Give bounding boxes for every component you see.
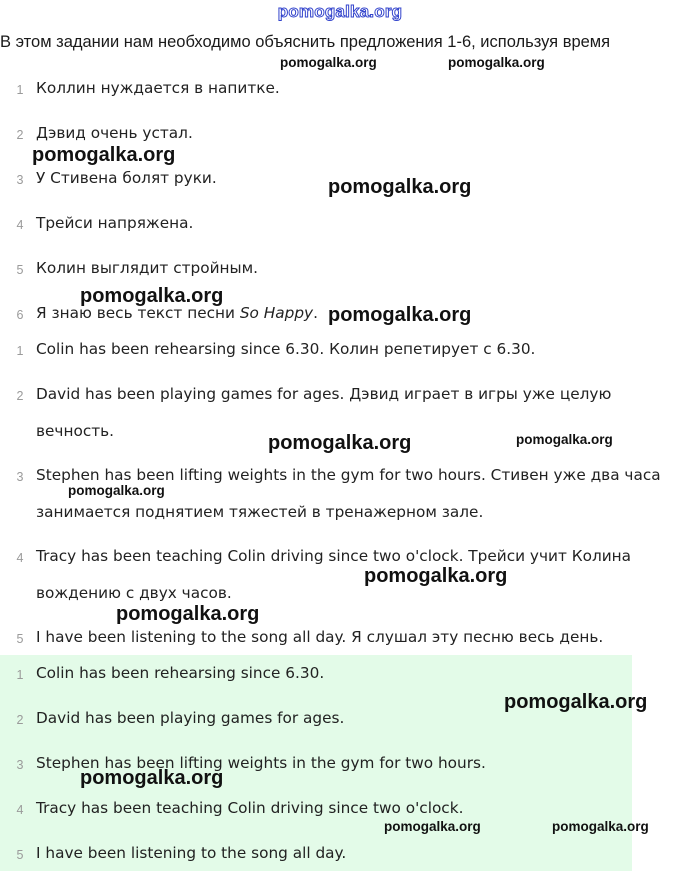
- item-number: 5: [16, 632, 24, 646]
- item-number: 1: [16, 668, 24, 682]
- item-number: 4: [16, 803, 24, 817]
- item-number: 2: [16, 389, 24, 403]
- item-number: 1: [16, 344, 24, 358]
- watermark: pomogalka.org: [328, 176, 472, 198]
- item-number: 3: [16, 173, 24, 187]
- watermark: pomogalka.org: [552, 819, 649, 834]
- item-text-start: Я знаю весь текст песни: [36, 304, 240, 322]
- item-text: David has been playing games for ages. Дэвид играет в игры уже целую вечность.: [36, 385, 612, 440]
- watermark: pomogalka.org: [384, 819, 481, 834]
- item-number: 6: [16, 308, 24, 322]
- watermark: pomogalka.org: [80, 285, 224, 307]
- watermark: pomogalka.org: [504, 691, 648, 713]
- item-text: Колин выглядит стройным.: [36, 259, 259, 277]
- item-text: Colin has been rehearsing since 6.30. Колин репетирует с 6.30.: [36, 340, 536, 358]
- watermark: pomogalka.org: [448, 55, 545, 70]
- intro-text: В этом задании нам необходимо объяснить предложения 1-6, используя время: [0, 33, 611, 51]
- item-text: I have been listening to the song all day.: [36, 844, 347, 862]
- item-text: David has been playing games for ages.: [36, 709, 345, 727]
- watermark: pomogalka.org: [364, 565, 508, 587]
- item-number: 2: [16, 713, 24, 727]
- item-number: 5: [16, 848, 24, 862]
- watermark: pomogalka.org: [80, 767, 224, 789]
- item-number: 5: [16, 263, 24, 277]
- watermark: pomogalka.org: [32, 144, 176, 166]
- site-header-logo[interactable]: pomogalka.org: [277, 2, 403, 21]
- item-text: Stephen has been lifting weights in the gym for two hours. Стивен уже два часа занимается поднятием тяжестей в тренажерном зале.: [36, 466, 661, 521]
- item-number: 3: [16, 470, 24, 484]
- watermark: pomogalka.org: [280, 55, 377, 70]
- item-number: 4: [16, 551, 24, 565]
- item-text: Коллин нуждается в напитке.: [36, 79, 280, 97]
- item-text: Tracy has been teaching Colin driving since two o'clock.: [36, 799, 464, 817]
- watermark: pomogalka.org: [328, 304, 472, 326]
- item-number: 3: [16, 758, 24, 772]
- item-text: I have been listening to the song all day. Я слушал эту песню весь день.: [36, 628, 604, 646]
- item-number: 2: [16, 128, 24, 142]
- item-text: Colin has been rehearsing since 6.30.: [36, 664, 325, 682]
- watermark: pomogalka.org: [268, 432, 412, 454]
- song-title: So Happy: [239, 304, 314, 322]
- item-text: Stephen has been lifting weights in the gym for two hours.: [36, 754, 486, 772]
- watermark: pomogalka.org: [516, 432, 613, 447]
- watermark: pomogalka.org: [68, 483, 165, 498]
- item-text: Трейси напряжена.: [36, 214, 194, 232]
- watermark: pomogalka.org: [116, 603, 260, 625]
- item-text-end: .: [313, 304, 318, 322]
- item-number: 4: [16, 218, 24, 232]
- item-text: У Стивена болят руки.: [36, 169, 217, 187]
- item-text: Дэвид очень устал.: [36, 124, 193, 142]
- item-text: Tracy has been teaching Colin driving since two o'clock. Трейси учит Колина вождению с двух часов.: [36, 547, 632, 602]
- item-number: 1: [16, 83, 24, 97]
